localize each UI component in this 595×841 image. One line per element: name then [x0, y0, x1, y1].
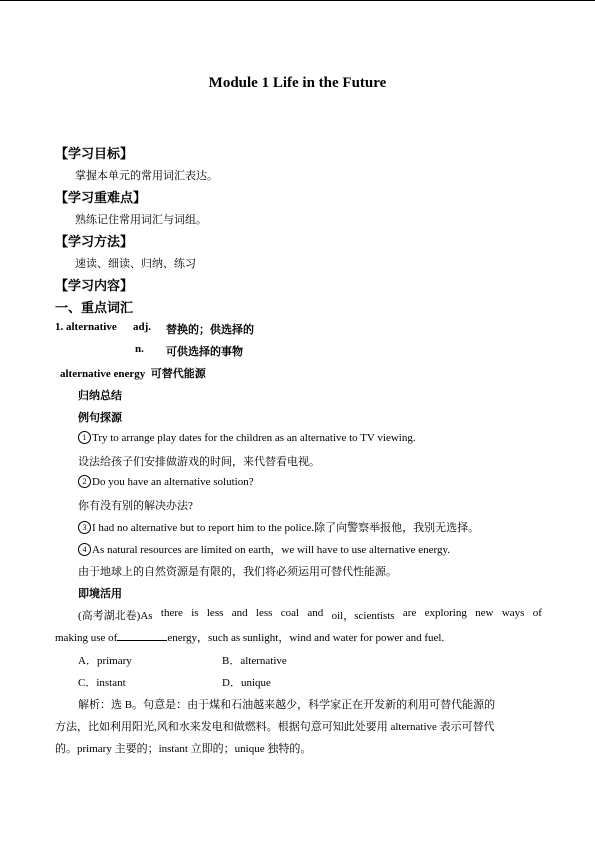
phrase-text: alternative energy: [60, 368, 146, 380]
vocab-pos-adj: adj.: [133, 321, 152, 333]
phrase-definition: 可替代能源: [150, 368, 206, 380]
option-c[interactable]: C．instant: [78, 677, 126, 689]
example-4-en: 4 As natural resources are limited on earth，we will have to use alternative energy.: [78, 541, 450, 557]
page-top-border: [0, 0, 595, 1]
analysis-line-1: 解析：选 B。句意是：由于煤和石油越来越少，科学家正在开发新的利用可替代能源的: [78, 699, 496, 711]
method-heading: 【学习方法】: [55, 234, 134, 249]
answer-blank[interactable]: [117, 631, 167, 641]
circled-number-1: 1: [78, 431, 91, 444]
circled-number-2: 2: [78, 475, 91, 488]
circled-number-3: 3: [78, 521, 91, 534]
goal-heading: 【学习目标】: [55, 146, 134, 161]
goal-text: 掌握本单元的常用词汇表达。: [75, 170, 218, 182]
vocab-word: 1. alternative: [55, 321, 117, 333]
examples-label: 例句探源: [78, 412, 122, 424]
content-heading: 【学习内容】: [55, 278, 134, 293]
vocab-phrase: [60, 365, 206, 381]
key-points-text: 熟练记住常用词汇与词组。: [75, 214, 207, 226]
analysis-line-3: 的。primary 主要的；instant 立即的；unique 独特的。: [55, 743, 312, 755]
example-2-en: 2 Do you have an alternative solution?: [78, 475, 254, 488]
method-text: 速读、细读、归纳、练习: [75, 258, 196, 270]
vocab-def-adj: 替换的；供选择的: [166, 324, 254, 336]
analysis-line-2: 方法，比如利用阳光,风和水来发电和做燃料。根据句意可知此处要用 alternative 表示可替代: [55, 721, 495, 733]
key-points-heading: 【学习重难点】: [55, 190, 147, 205]
part1-heading: 一、重点词汇: [55, 300, 134, 315]
option-d[interactable]: D．unique: [222, 677, 271, 689]
practice-question-line-1: (高考湖北卷)As there is less and less coal and oil，scientists are exploring new ways of: [78, 607, 542, 622]
example-3-en: 3 I had no alternative but to report him to the police.除了向警察举报他，我别无选择。: [78, 519, 479, 535]
example-4-zh: 由于地球上的自然资源是有限的，我们将必须运用可替代性能源。: [78, 566, 397, 578]
vocab-pos-noun: n.: [135, 343, 144, 355]
page-title: Module 1 Life in the Future: [208, 75, 387, 91]
vocab-def-noun: 可供选择的事物: [166, 346, 243, 358]
practice-label: 即境活用: [78, 588, 122, 600]
summary-label: 归纳总结: [78, 390, 122, 402]
circled-number-4: 4: [78, 543, 91, 556]
example-1-zh: 设法给孩子们安排做游戏的时间，来代替看电视。: [78, 456, 320, 468]
option-b[interactable]: B．alternative: [222, 655, 287, 667]
example-2-zh: 你有没有别的解决办法?: [78, 500, 193, 512]
option-a[interactable]: A．primary: [78, 655, 132, 667]
practice-question-line-2: making use of energy，such as sunlight，wind and water for power and fuel.: [55, 632, 445, 644]
example-1-en: 1 Try to arrange play dates for the children as an alternative to TV viewing.: [78, 431, 416, 444]
